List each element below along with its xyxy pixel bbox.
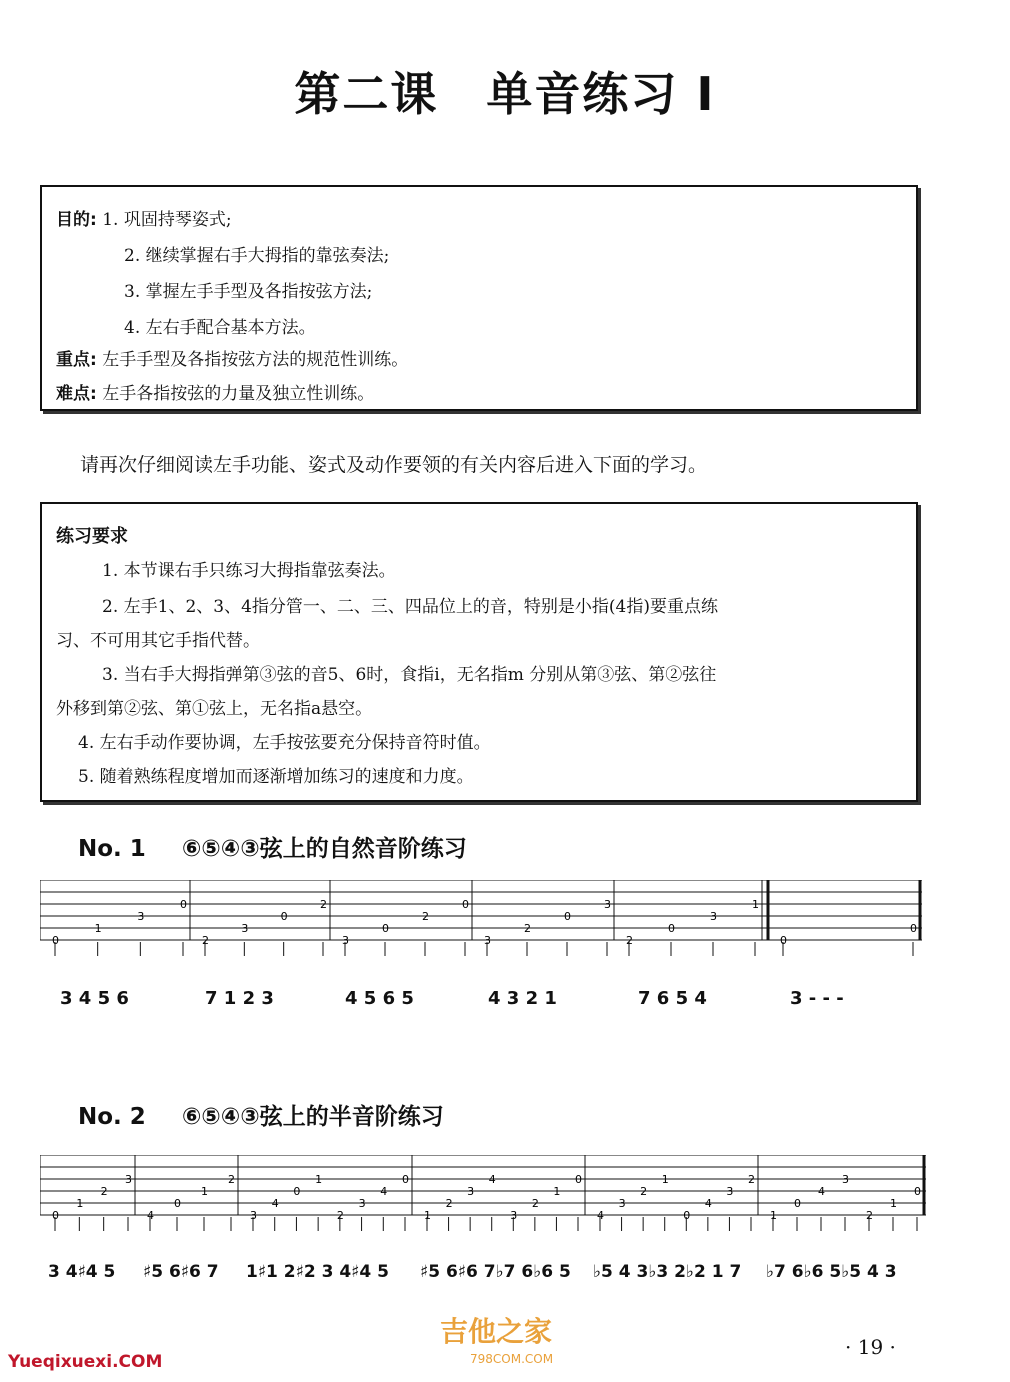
tab2-note: 3 [358,1197,366,1210]
watermark-url: 798COM.COM [470,1352,554,1366]
tab1-note: 0 [382,922,389,935]
jp1-bar-4: 4 3 2 1 [488,988,557,1009]
difficulty-point: 左手各指按弦的力量及独立性训练。 [102,384,375,404]
tab2-note: 2 [445,1197,453,1210]
jp2-bar-6: ♭7 6♭6 5♭5 4 3 [766,1262,897,1282]
tab2-note: 3 [250,1209,257,1222]
tab2-note: 3 [467,1185,475,1198]
tab1-note: 0 [462,898,469,911]
tab1-note: 3 [241,922,249,935]
tab2-note: 0 [293,1185,301,1198]
aim-2: 2. 继续掌握右手大拇指的靠弦奏法; [124,246,390,266]
tab2-note: 4 [597,1209,604,1222]
tab2-note: 1 [661,1173,669,1186]
page-title: 第二课 单音练习 I [294,67,716,121]
tab-staff-1 [40,880,925,960]
exercise-2-heading [78,1098,444,1131]
tab1-note: 1 [752,898,759,911]
exercise-1-heading [78,830,467,863]
tab2-note: 3 [125,1173,132,1186]
tab2-note: 2 [336,1209,344,1222]
tab2-note: 1 [76,1197,84,1210]
tab2-note: 2 [640,1185,648,1198]
jp2-bar-3: 1♯1 2♯2 3 4♯4 5 [246,1262,389,1282]
req-5: 5. 随着熟练程度增加而逐渐增加练习的速度和力度。 [78,767,474,787]
tab1-note: 2 [626,934,633,947]
tab2-note: 4 [818,1185,825,1198]
tab2-note: 1 [553,1185,561,1198]
aims-box [40,185,918,411]
requirements-box [40,502,918,802]
tab-staff-2 [40,1155,930,1235]
aim-1: 1. 巩固持琴姿式; [102,210,232,230]
aims-tag: 目的: [56,210,97,230]
exercise-1-label: No. 1 [78,836,146,862]
tab2-note: 0 [683,1209,691,1222]
tab2-note: 2 [228,1173,235,1186]
req-4: 4. 左右手动作要协调，左手按弦要充分保持音符时值。 [78,733,491,753]
tab2-note: 4 [380,1185,388,1198]
aim-3: 3. 掌握左手手型及各指按弦方法; [124,282,373,302]
aim-4: 4. 左右手配合基本方法。 [124,318,316,338]
tab2-note: 0 [52,1209,59,1222]
key-tag: 重点: [56,350,97,370]
tab1-note: 1 [94,922,102,935]
tab2-note: 4 [704,1197,712,1210]
watermark-left: Yueqixuexi.COM [8,1352,163,1372]
tab2-note: 2 [531,1197,539,1210]
tab1-note: 0 [280,910,288,923]
tab1-note: 0 [910,922,917,935]
jp1-bar-6: 3 - - - [790,988,844,1009]
req-2a: 2. 左手1、2、3、4指分管一、二、三、四品位上的音，特别是小指(4指)要重点练 [102,597,718,617]
tab2-note: 3 [510,1209,518,1222]
tab2-note: 2 [748,1173,755,1186]
tab2-note: 0 [794,1197,801,1210]
tab1-note: 0 [668,922,675,935]
page-number: · 19 · [845,1335,896,1359]
tab1-note: 3 [484,934,491,947]
tab1-note: 0 [780,934,787,947]
difficulty-tag: 难点: [56,384,97,404]
req-2b: 习、不可用其它手指代替。 [56,631,260,651]
jp2-bar-5: ♭5 4 3♭3 2♭2 1 7 [593,1262,742,1282]
jp1-bar-2: 7 1 2 3 [205,988,274,1009]
tab2-note: 2 [100,1185,108,1198]
req-3b: 外移到第②弦、第①弦上，无名指a悬空。 [56,699,373,719]
jp2-bar-2: ♯5 6♯6 7 [143,1262,219,1282]
tab1-note: 3 [342,934,349,947]
tab2-note: 3 [618,1197,626,1210]
tab2-note: 0 [914,1185,921,1198]
intro-text: 请再次仔细阅读左手功能、姿式及动作要领的有关内容后进入下面的学习。 [80,454,708,476]
exercise-2-title: ⑥⑤④③弦上的半音阶练习 [181,1104,444,1130]
jp2-bar-1: 3 4♯4 5 [48,1262,116,1282]
tab2-note: 2 [866,1209,873,1222]
tab2-note: 4 [147,1209,154,1222]
tab2-note: 3 [842,1173,849,1186]
tab2-note: 0 [402,1173,409,1186]
tab1-note: 2 [202,934,209,947]
tab2-note: 1 [201,1185,208,1198]
key-point: 左手手型及各指按弦方法的规范性训练。 [102,350,409,370]
jp1-bar-5: 7 6 5 4 [638,988,707,1009]
tab1-note: 3 [137,910,145,923]
tab1-note: 3 [710,910,717,923]
requirements-heading: 练习要求 [56,526,128,547]
tab2-note: 3 [726,1185,734,1198]
tab1-note: 0 [52,934,59,947]
tab2-note: 4 [488,1173,496,1186]
tab1-note: 0 [564,910,571,923]
req-1: 1. 本节课右手只练习大拇指靠弦奏法。 [102,561,396,581]
tab2-note: 0 [174,1197,181,1210]
jp1-bar-3: 4 5 6 5 [345,988,414,1009]
req-3a: 3. 当右手大拇指弹第③弦的音5、6时，食指i，无名指m 分别从第③弦、第②弦往 [102,665,717,685]
tab1-note: 2 [320,898,327,911]
tab1-note: 2 [422,910,429,923]
tab2-note: 0 [575,1173,582,1186]
tab1-note: 3 [604,898,611,911]
tab2-note: 4 [271,1197,279,1210]
tab2-note: 1 [315,1173,323,1186]
exercise-2-label: No. 2 [78,1104,146,1130]
jp2-bar-4: ♯5 6♯6 7♭7 6♭6 5 [420,1262,571,1282]
tab2-note: 1 [770,1209,777,1222]
exercise-1-title: ⑥⑤④③弦上的自然音阶练习 [181,836,467,862]
tab1-note: 2 [524,922,531,935]
tab1-note: 0 [180,898,187,911]
watermark-logo: 吉他之家 [440,1315,553,1348]
tab2-note: 1 [424,1209,431,1222]
jp1-bar-1: 3 4 5 6 [60,988,129,1009]
tab2-note: 1 [890,1197,897,1210]
